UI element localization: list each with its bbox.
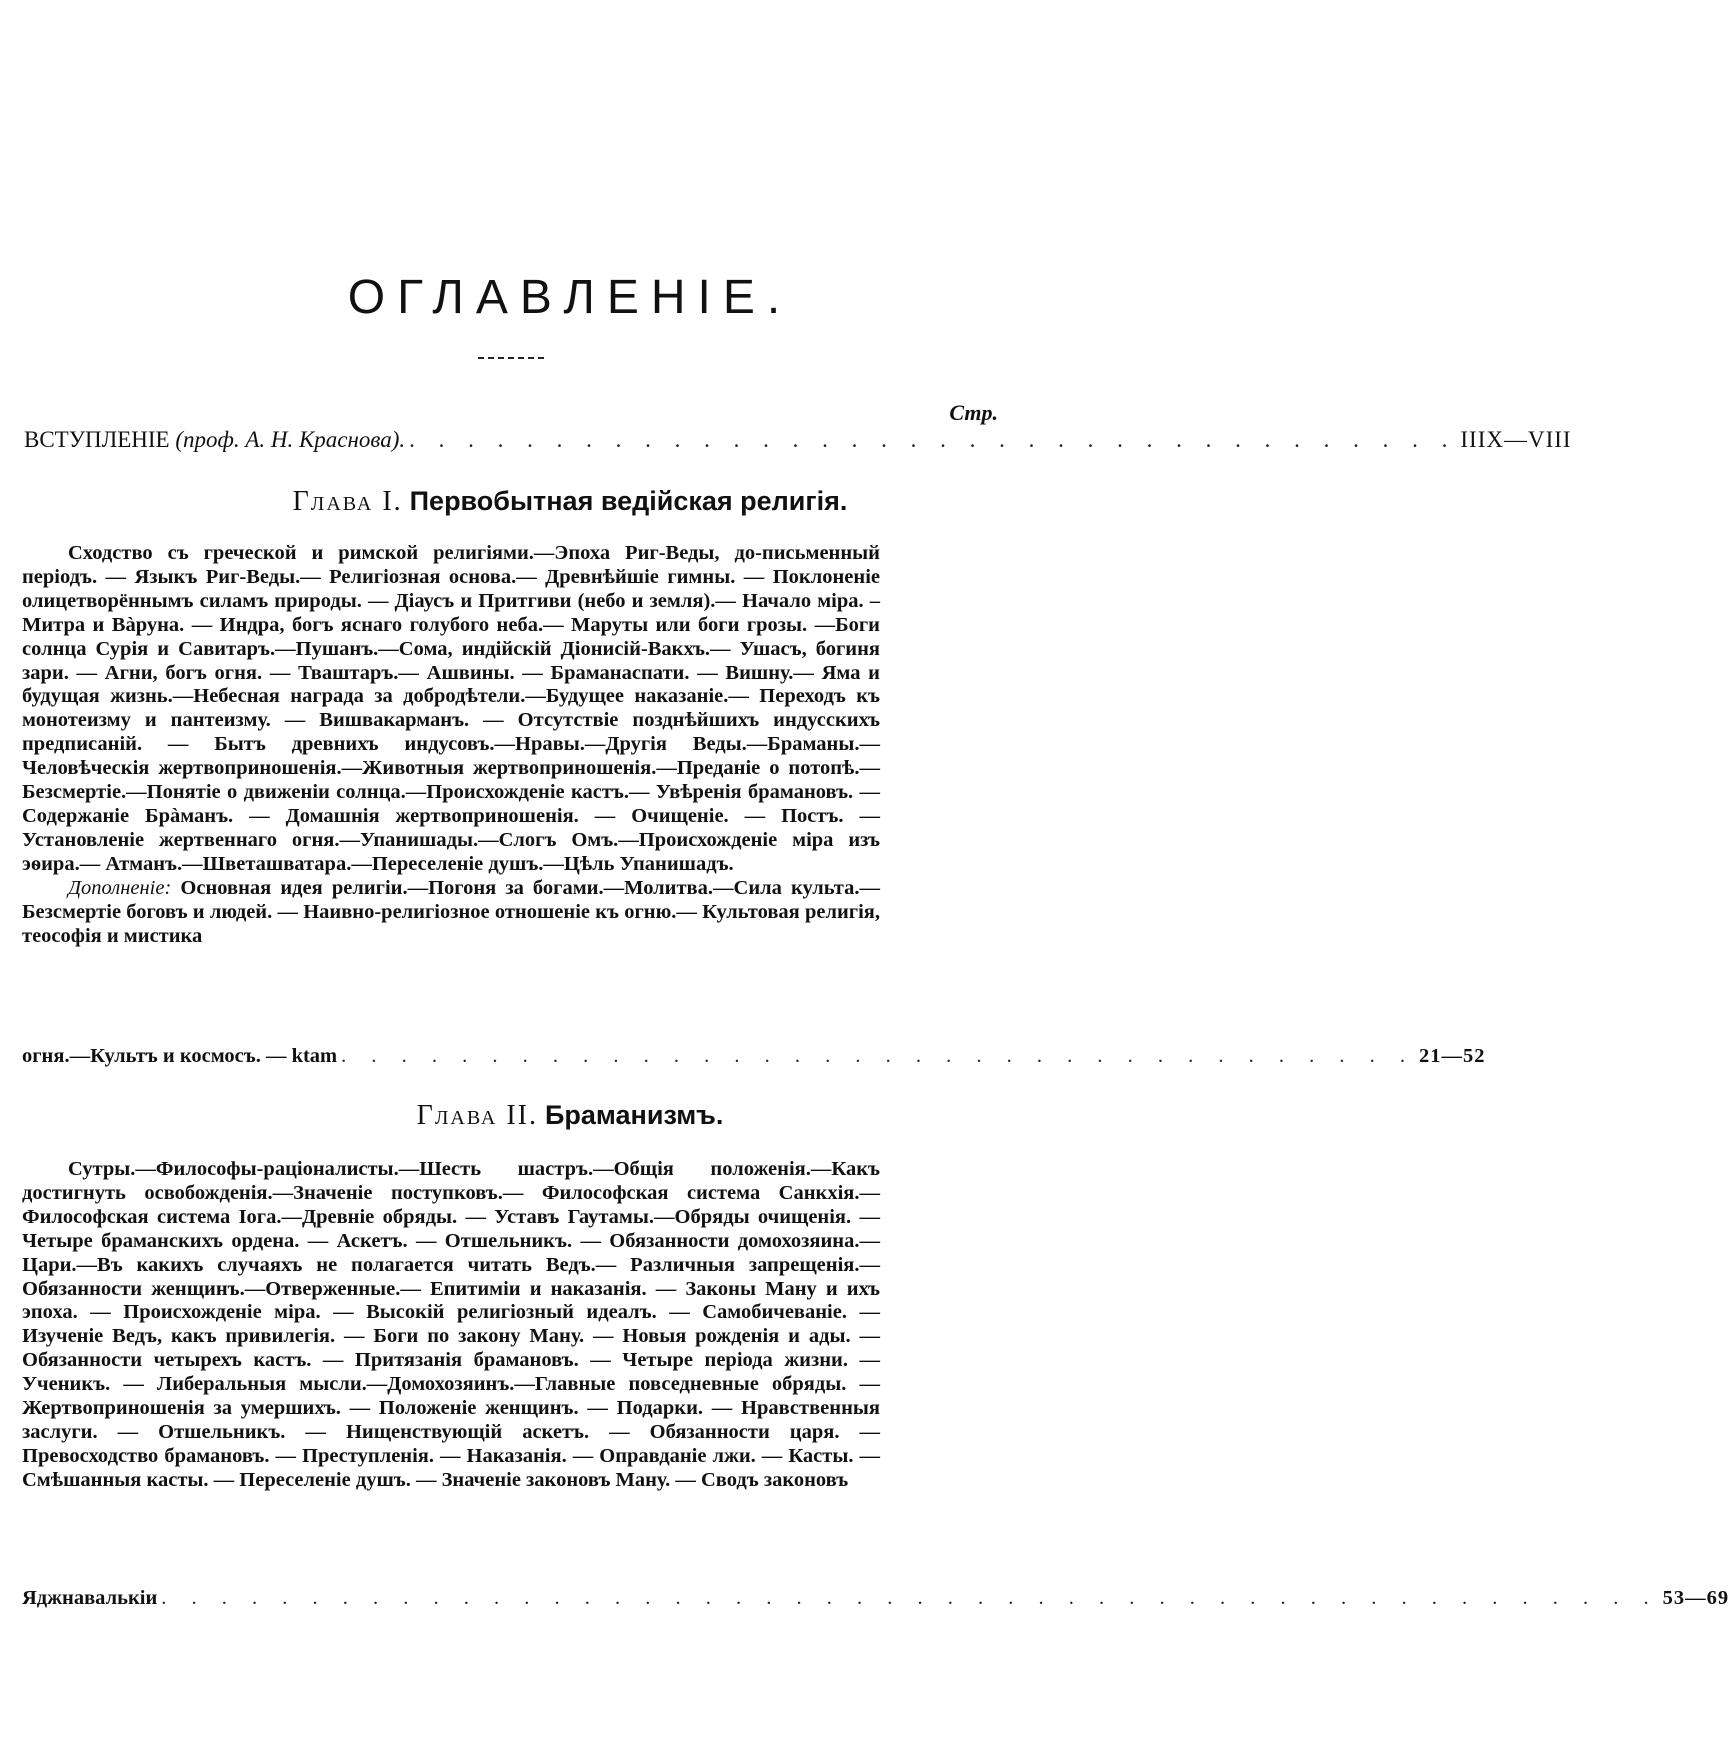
chapter-heading-1 (0, 486, 1140, 518)
chapter-2-body: Сутры.—Философы-раціоналисты.—Шесть шастръ.—Общія положенія.—Какъ достигнуть освобожденія.—Значеніе поступковъ.— Философская система Санкхія.— Философская система Іога.—Древніе обряды. — Уставъ Гаутамы.—Обряды очищенія. — Четыре браманскихъ ордена. — Аскетъ. — Отшельникъ. — Обязанности домохозяина.—Цари.—Въ какихъ случаяхъ не полагается читать Ведъ.— Различныя запрещенія.—Обязанности женщинъ.—Отверженные.— Епитиміи и наказанія. — Законы Ману и ихъ эпоха. — Происхожденіе міра. — Высокій религіозный идеалъ. — Самобичеваніе. — Изученіе Ведъ, какъ привилегія. — Боги по закону Ману. — Новыя рожденія и ады. — Обязанности четырехъ кастъ. — Притязанія брамановъ. — Четыре періода жизни. — Ученикъ. — Либеральныя мысли.—Домохозяинъ.—Главные повседневные обряды. —Жертвоприношенія за умершихъ. — Положеніе женщинъ. — Подарки. — Нравственныя заслуги. — Отшельникъ. — Нищенствующій аскетъ. — Обязанности царя. — Превосходство брамановъ. — Преступленія. — Наказанія. — Оправданіе лжи. — Касты. — Смѣшанныя касты. — Переселеніе душъ. — Значеніе законовъ Ману. — Сводъ законовъ (22, 1158, 880, 1491)
leader-dots: . . . . . . . . . . . . . . . . . . . . . . . . . . . . . . . . . . . . (409, 427, 1457, 452)
chapter-1-last-text: огня.—Культъ и космосъ. — ktam (22, 1045, 338, 1067)
leader-dots: . . . . . . . . . . . . . . . . . . . . . . . . . . . . . . . . . . . . (341, 1045, 1416, 1067)
chapter-1-body: Сходство съ греческой и римской религіями.—Эпоха Риг-Веды, до-письменный періодъ. — Языкъ Риг-Веды.— Религіозная основа.— Древнѣйшіе гимны. — Поклоненіе олицетворённымъ силамъ природы. — Діаусъ и Притгиви (небо и земля).— Начало міра. – Митра и Вàруна. — Индра, богъ яснаго голубого неба.— Маруты или боги грозы. —Боги солнца Сурія и Савитаръ.—Пушанъ.—Сома, индійскій Діонисій-Вакхъ.— Ушасъ, богиня зари. — Агни, богъ огня. — Тваштаръ.— Ашвины. — Браманаспати. — Вишну.— Яма и будущая жизнь.—Небесная награда за добродѣтели.—Будущее наказаніе.— Переходъ къ монотеизму и пантеизму. — Вишвакарманъ. — Отсутствіе позднѣйшихъ индусскихъ предписаній. — Бытъ древнихъ индусовъ.—Нравы.—Другія Веды.—Браманы.—Человѣческія жертвоприношенія.—Животныя жертвоприношенія.—Преданіе о потопѣ.— Безсмертіе.—Понятіе о движеніи солнца.—Происхожденіе кастъ.— Увѣренія брамановъ. — Содержаніе Брàманъ. — Домашнія жертвоприношенія. — Очищеніе. — Постъ. — Установленіе жертвеннаго огня.—Упанишады.—Слогъ Омъ.—Происхожденіе міра изъ эѳира.— Атманъ.—Шветашватара.—Переселеніе душъ.—Цѣль Упанишадъ. (22, 542, 880, 875)
page-column-label: Стр. (949, 400, 998, 425)
chapter-number: Глава II. (416, 1100, 538, 1131)
chapter-heading-2 (0, 1100, 1140, 1132)
intro-pages: IIIX—VIII (1460, 427, 1572, 452)
leader-dots: . . . . . . . . . . . . . . . . . . . . . . . . . . . . . . . . . . . . . . . . . . . . . . . . . . (161, 1587, 1659, 1609)
chapter-1-contents (22, 542, 880, 948)
chapter-1-pages: 21—52 (1419, 1045, 1486, 1067)
chapter-2-last-text: Яджнавалькіи (22, 1587, 158, 1609)
addendum-text: Основная идея религіи.—Погоня за богами.—Молитва.—Сила культа.— Безсмертіе боговъ и людей. — Наивно-религіозное отношеніе къ огню.— Культовая религія, теософія и мистика (22, 876, 881, 947)
chapter-name: Браманизмъ. (545, 1100, 724, 1130)
chapter-number: Глава I. (292, 486, 403, 517)
page-title: ОГЛАВЛЕНІЕ. (347, 271, 793, 324)
addendum-label: Дополненіе: (68, 876, 172, 899)
chapter-1-last-line (22, 1045, 1486, 1068)
chapter-2-last-line (22, 1587, 1729, 1610)
toc-entry-intro (24, 427, 1572, 453)
intro-author: (проф. А. Н. Краснова). (175, 427, 406, 452)
chapter-2-pages: 53—69 (1662, 1587, 1729, 1609)
chapter-2-contents (22, 1158, 880, 1493)
title-divider (478, 357, 544, 359)
chapter-1-addendum (22, 877, 880, 949)
chapter-name: Первобытная ведійская религія. (409, 486, 848, 516)
intro-label-group (24, 427, 405, 453)
intro-label: ВСТУПЛЕНІЕ (24, 427, 170, 452)
